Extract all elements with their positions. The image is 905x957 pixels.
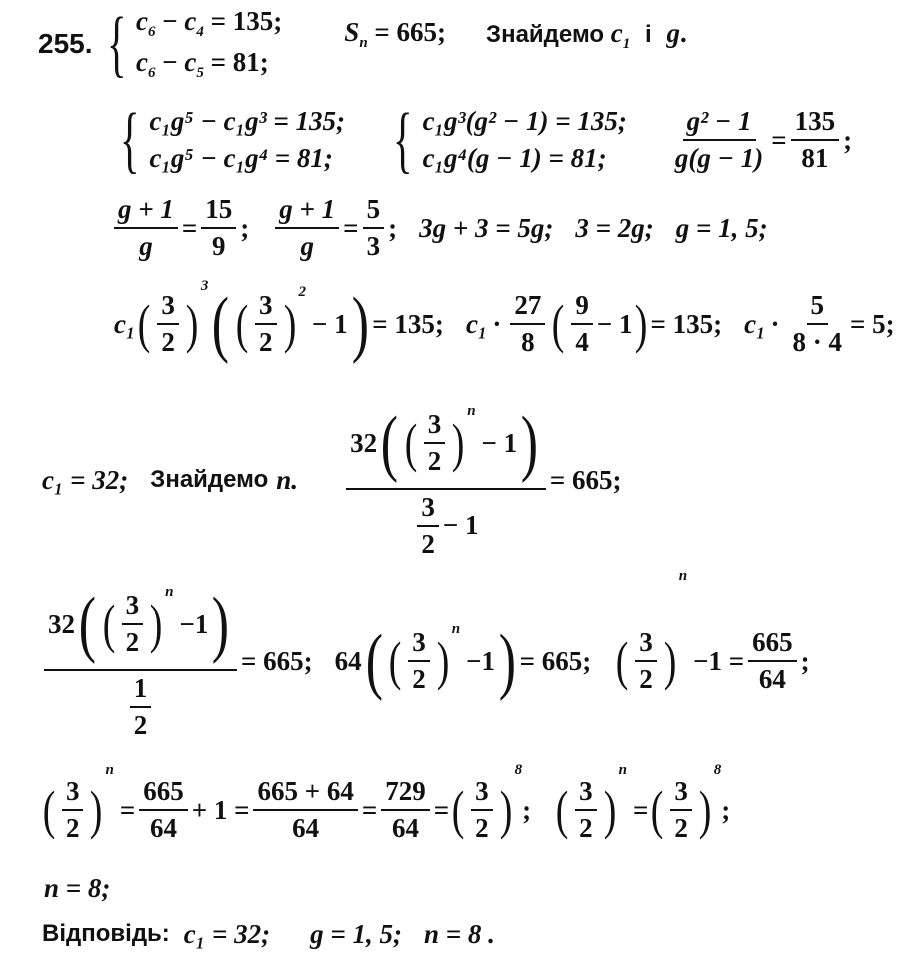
line-5: c₁ = 32; Знайдемо n. 32 ( ( $\frac{3}{2}$ ) n − 1 ) $\frac{3}{2}$ − 1 = 665; — [42, 401, 622, 559]
big-fraction-1: 32 ( ( $\frac{3}{2}$ ) n − 1 ) $\frac{3}{2}$ − 1 — [346, 401, 546, 560]
system-1-row-2: $c_6 - c_5 = 81$; — [136, 47, 269, 81]
answer-label: Відповідь: — [42, 920, 170, 947]
system-2-row-1: c₁g⁵ − c₁g³ = 135; — [149, 106, 346, 136]
big-fraction-2: 32 ( ( $\frac{3}{2}$ ) n −1 ) $\frac{1}{2}$ — [44, 582, 237, 741]
sn-equation: $S_n = 665$; — [344, 16, 447, 51]
line-8: n = 8; — [44, 872, 111, 903]
system-3: { c₁g³(g² − 1) = 135; c₁g⁴(g − 1) = 81; — [393, 99, 627, 181]
fraction-135-81: $\frac{135}{81}$ — [791, 106, 840, 174]
fraction-g: $\frac{\text{g² − 1}}{g(g - 1)}$ — [674, 106, 764, 173]
system-2: { c₁g⁵ − c₁g³ = 135; c₁g⁵ − c₁g⁴ = 81; — [119, 99, 346, 181]
system-3-row-1: c₁g³(g² − 1) = 135; — [422, 106, 627, 136]
system-3-row-2: c₁g⁴(g − 1) = 81; — [422, 143, 607, 173]
line-1 — [38, 2, 687, 86]
system-1 — [99, 3, 283, 85]
answer-line: Відповідь: c₁ = 32; g = 1, 5; n = 8 . — [42, 918, 495, 949]
brace: { — [106, 3, 127, 85]
find-c1-g: Знайдемо $c_1$ і g. — [486, 17, 687, 52]
line-6: 32 ( ( $\frac{3}{2}$ ) n −1 ) $\frac{1}{2}$ = 665; 64 ( ( $\frac{3}{2}$ ) n −1 ) = 665; ( $\frac{3}{2}$ ) n −1 = $\frac{665}{64}$ ; — [40, 566, 810, 756]
system-2-row-2: c₁g⁵ − c₁g⁴ = 81; — [149, 143, 333, 173]
system-1-row-1: $c_6 - c_4 = 135$; — [136, 6, 283, 40]
line-3: $\frac{g + 1}{g}$ = $\frac{15}{9}$ ; $\frac{g + 1}{g}$ = $\frac{5}{3}$ ; 3g + 3 = 5g; 3 = 2g; g = 1, 5; — [110, 190, 768, 266]
line-7: ( $\frac{3}{2}$ ) n = $\frac{665}{64}$ + 1 = $\frac{665 + 64}{64}$ = $\frac{729}{64}$ = ( $\frac{3}{2}$ ) 8 ; ( $\frac{3}{2}$ ) n = ( $\frac{3}{2}$ ) 8 ; — [42, 762, 731, 843]
problem-number: 255. — [38, 28, 93, 59]
line-4: c₁ ( $\frac{3}{2}$ ) 3 ( ( $\frac{3}{2}$ ) 2 − 1 ) = 135; c₁ · $\frac{27}{8}$ ( $\frac{9}{4}$ − 1 ) = 135; c₁ · $\frac{5}{8 \cdot 4}$ = 5; — [114, 278, 895, 365]
line-2: { c₁g⁵ − c₁g³ = 135; c₁g⁵ − c₁g⁴ = 81; { c₁g³(g² − 1) = 135; c₁g⁴(g − 1) = 81; $\frac{\text{g² − 1}}{g(g - 1)}$ = $\frac{135}{81}$ ; — [112, 94, 852, 186]
